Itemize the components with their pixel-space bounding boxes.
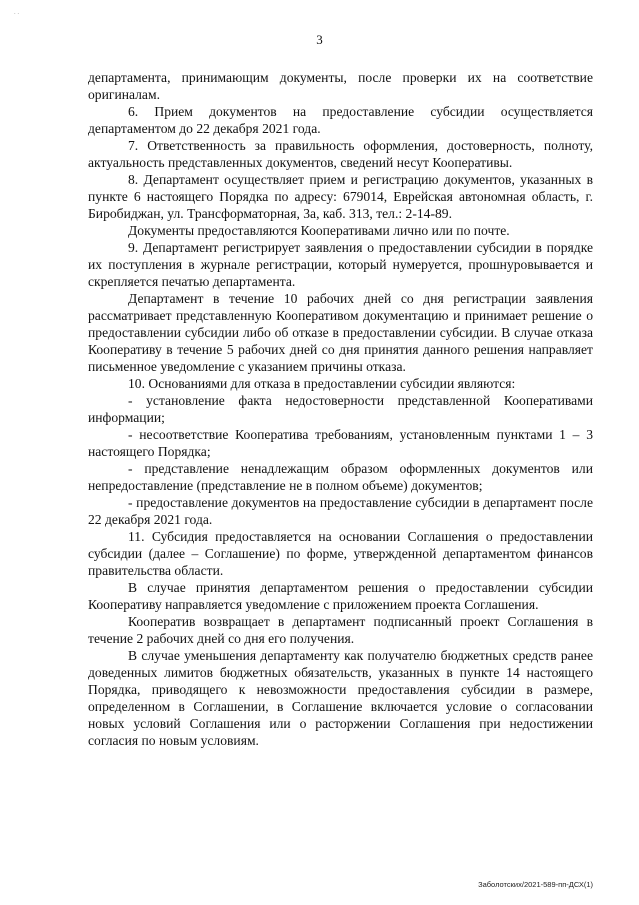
paragraph: 10. Основаниями для отказа в предоставлении субсидии являются: bbox=[128, 376, 516, 391]
paragraph: - представление ненадлежащим образом оформленных документов или непредоставление (представление не в полном объеме) документов; bbox=[88, 461, 593, 493]
document-body bbox=[88, 69, 593, 749]
scan-marks: . . bbox=[14, 10, 20, 16]
paragraph: В случае принятия департаментом решения о предоставлении субсидии Кооперативу направляется уведомление с приложением проекта Соглашения. bbox=[88, 580, 593, 612]
paragraph: - предоставление документов на предоставление субсидии в департамент после 22 декабря 2021 года. bbox=[88, 495, 593, 527]
paragraph: Документы предоставляются Кооперативами лично или по почте. bbox=[128, 223, 510, 238]
paragraph: департамента, принимающим документы, после проверки их на соответствие оригиналам. bbox=[88, 70, 593, 102]
paragraph: 11. Субсидия предоставляется на основании Соглашения о предоставлении субсидии (далее – Соглашение) по форме, утвержденной департаментом финансов правительства области. bbox=[88, 529, 593, 578]
paragraph: 7. Ответственность за правильность оформления, достоверность, полноту, актуальность представленных документов, сведений несут Кооперативы. bbox=[88, 138, 593, 170]
paragraph: Департамент в течение 10 рабочих дней со дня регистрации заявления рассматривает представленную Кооперативом документацию и принимает решение о предоставлении субсидии либо об отказе в предоставлении субсидии. В случае отказа Кооперативу в течение 5 рабочих дней со дня принятия данного решения направляет письменное уведомление с указанием причины отказа. bbox=[88, 291, 593, 374]
footer-reference: Заболотских/2021-589-пп-ДСХ(1) bbox=[478, 880, 593, 889]
paragraph: Кооператив возвращает в департамент подписанный проект Соглашения в течение 2 рабочих дней со дня его получения. bbox=[88, 614, 593, 646]
page-number: 3 bbox=[316, 32, 323, 47]
paragraph: - несоответствие Кооператива требованиям, установленным пунктами 1 – 3 настоящего Порядка; bbox=[88, 427, 593, 459]
paragraph: 6. Прием документов на предоставление субсидии осуществляется департаментом до 22 декабря 2021 года. bbox=[88, 104, 593, 136]
paragraph: 9. Департамент регистрирует заявления о предоставлении субсидии в порядке их поступления в журнале регистрации, который нумеруется, прошнуровывается и скрепляется печатью департамента. bbox=[88, 240, 593, 289]
paragraph: В случае уменьшения департаменту как получателю бюджетных средств ранее доведенных лимитов бюджетных обязательств, указанных в пункте 14 настоящего Порядка, приводящего к невозможности предоставления субсидии в размере, определенном в Соглашении, в Соглашение включается условие о согласовании новых условий Соглашения или о расторжении Соглашения при недостижении согласия по новым условиям. bbox=[88, 648, 593, 748]
paragraph: 8. Департамент осуществляет прием и регистрацию документов, указанных в пункте 6 настоящего Порядка по адресу: 679014, Еврейская автономная область, г. Биробиджан, ул. Трансформаторная, 3а, каб. 313, тел.: 2-14-89. bbox=[88, 172, 593, 221]
paragraph: - установление факта недостоверности представленной Кооперативами информации; bbox=[88, 393, 593, 425]
